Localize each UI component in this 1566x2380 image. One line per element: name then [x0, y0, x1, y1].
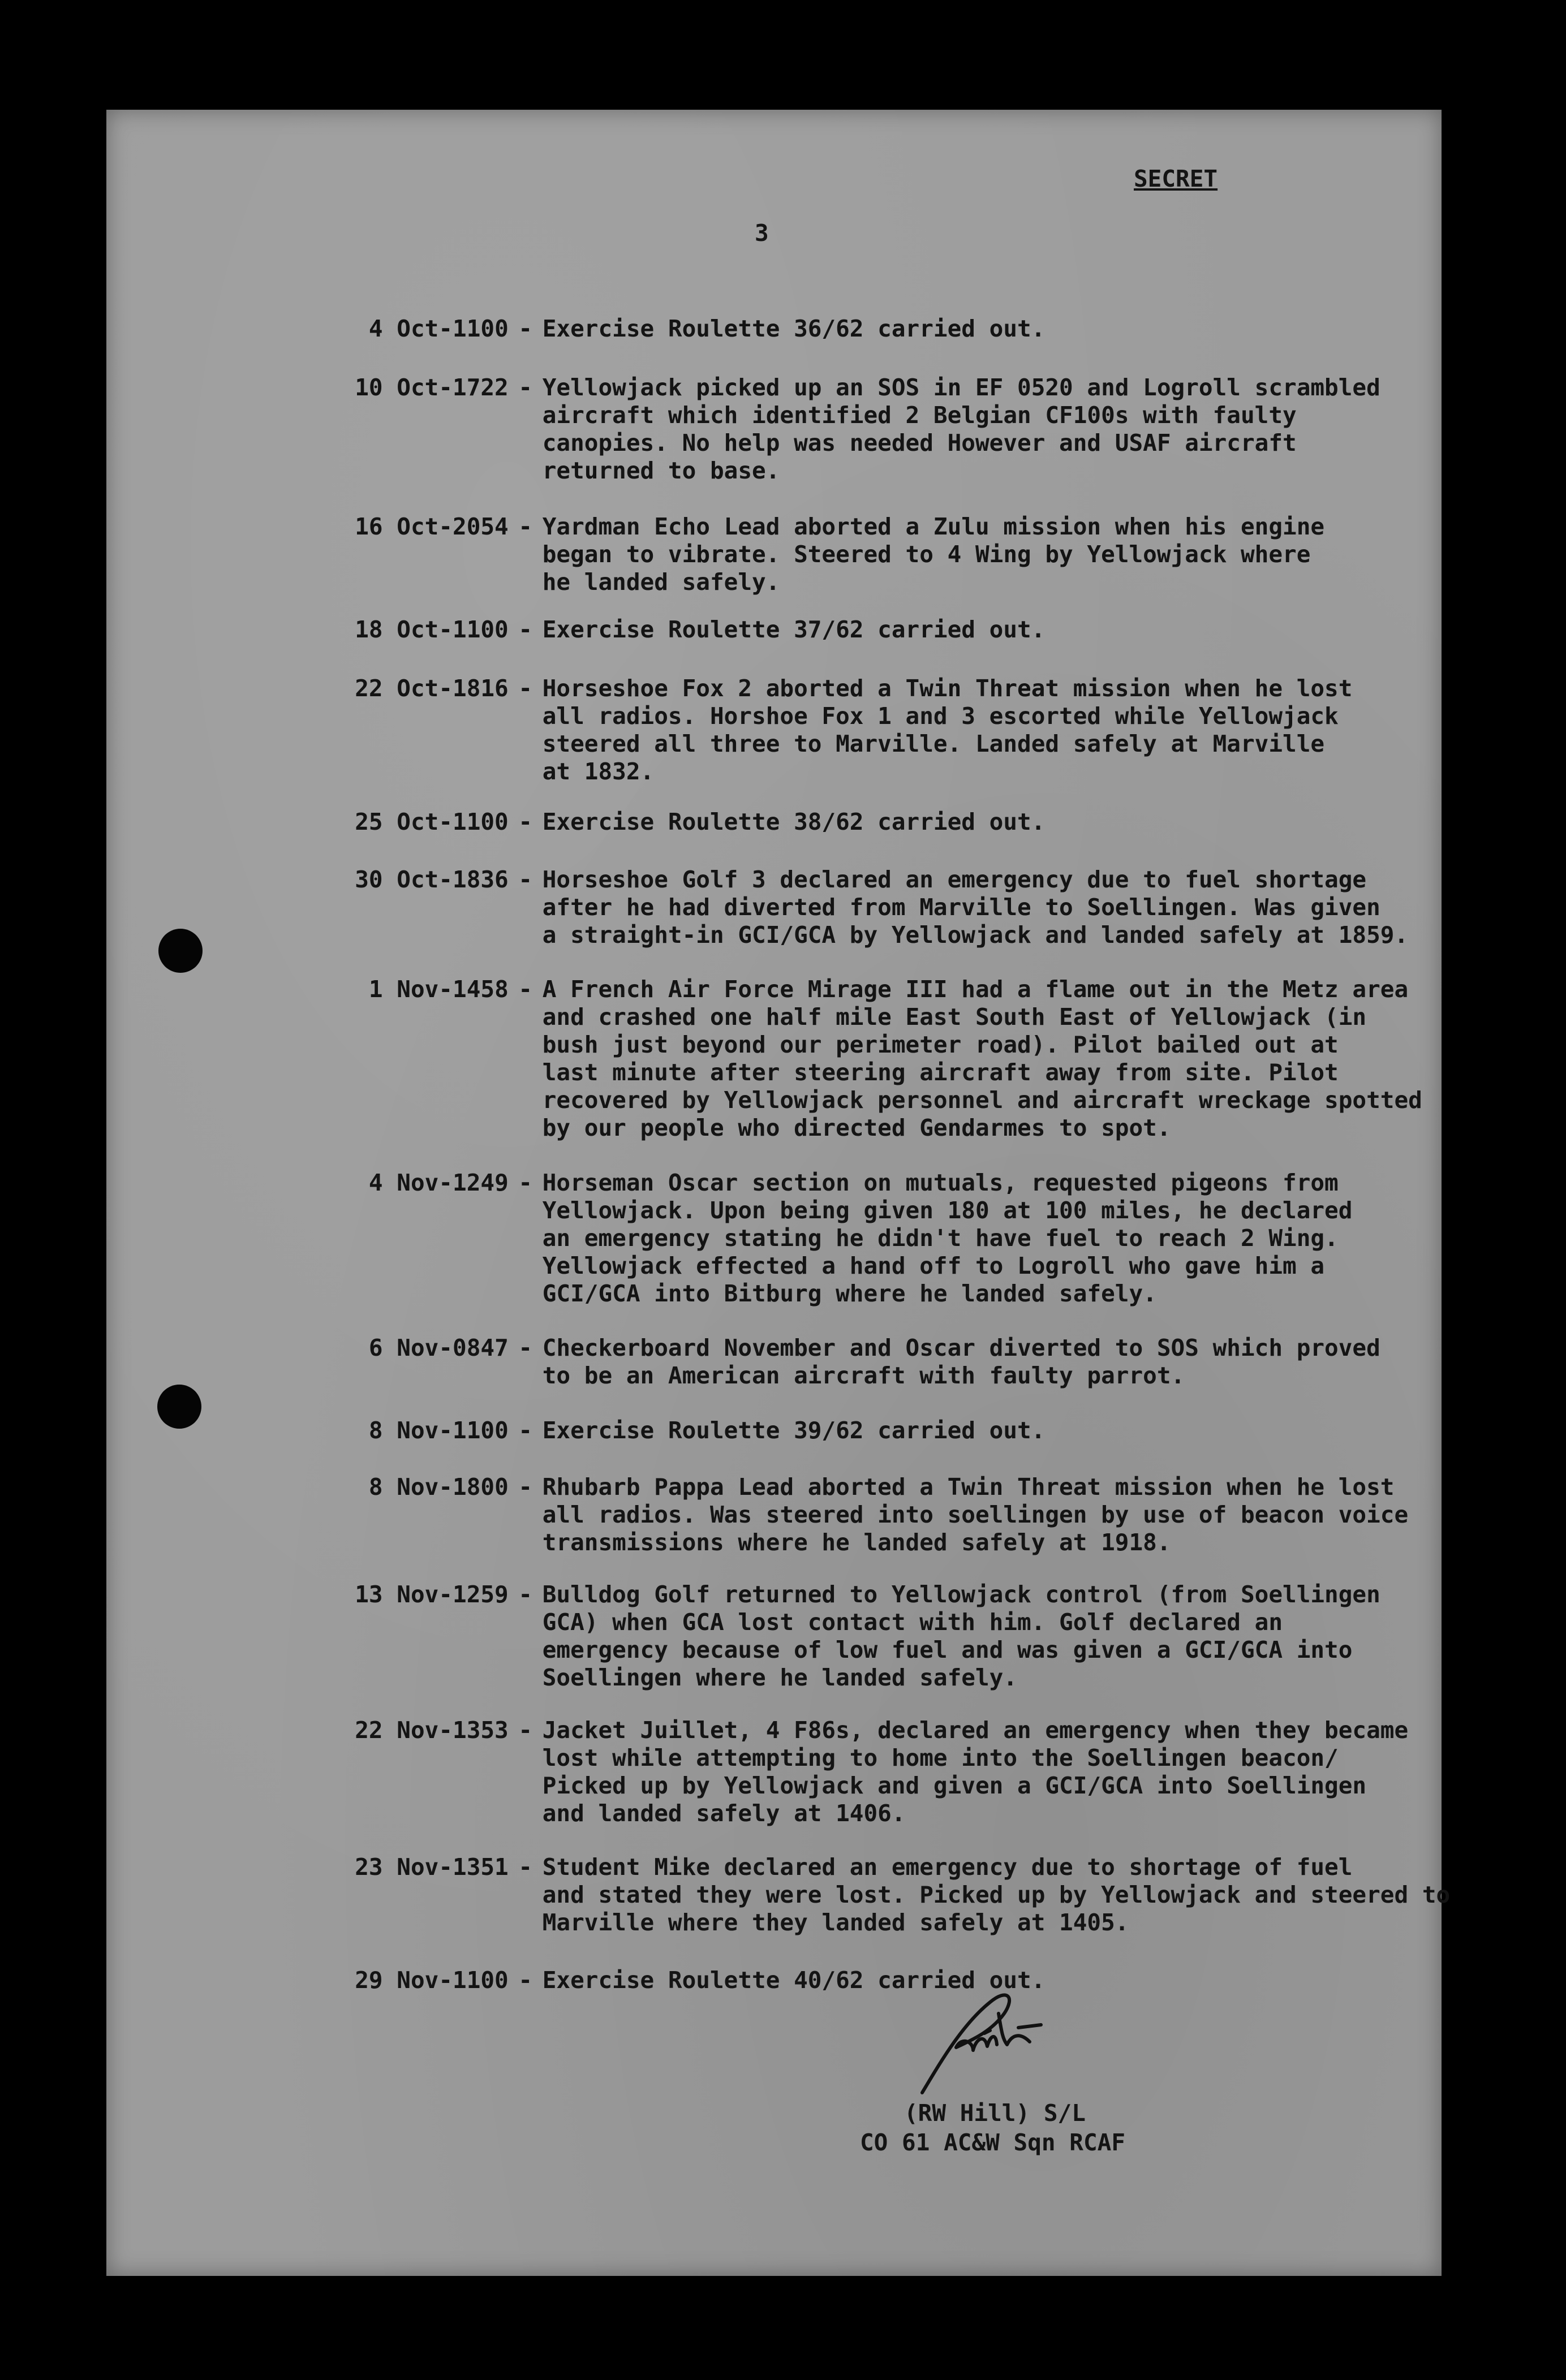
entry-text: Horseshoe Golf 3 declared an emergency due to fuel shortage after he had diverted from Marville to Soellingen. Was given a straight-in GCI/GCA by Yellowjack and landed safely at 1859. [542, 866, 1409, 948]
signatory-title: CO 61 AC&W Sqn RCAF [860, 2129, 1125, 2156]
entry-dash: - [518, 1581, 533, 1608]
entry-dash: - [518, 513, 533, 540]
entry-dash: - [518, 1967, 533, 1994]
entry-dash: - [518, 866, 533, 893]
entry-dash: - [518, 616, 533, 643]
entry-date: 23 Nov-1351 [355, 1853, 509, 1881]
entry-text: Rhubarb Pappa Lead aborted a Twin Threat mission when he lost all radios. Was steered into soellingen by use of beacon voice transmissions where he landed safely at 1918. [542, 1473, 1409, 1556]
entry-dash: - [518, 374, 533, 401]
entry-date: 22 Oct-1816 [355, 675, 509, 702]
entry-date: 6 Nov-0847 [368, 1334, 509, 1361]
classification-marking: SECRET [1134, 165, 1218, 192]
entry-date: 16 Oct-2054 [355, 513, 509, 540]
entry-date: 25 Oct-1100 [355, 808, 509, 835]
entry-date: 18 Oct-1100 [355, 616, 509, 643]
entry-date: 30 Oct-1836 [355, 866, 509, 893]
entry-date: 22 Nov-1353 [355, 1717, 509, 1744]
page-number: 3 [755, 219, 769, 247]
punch-hole-bottom [157, 1385, 201, 1429]
log-entry [238, 948, 1426, 1170]
entry-dash: - [518, 976, 533, 1003]
entry-text: Yardman Echo Lead aborted a Zulu mission when his engine began to vibrate. Steered to 4 Wing by Yellowjack where he landed safely. [542, 513, 1325, 596]
entry-text: A French Air Force Mirage III had a flame out in the Metz area and crashed one half mile East South East of Yellowjack (in bush just beyond our perimeter road). Pilot bailed out at last minute after steering aircraft away from site. Pilot recovered by Yellowjack personnel and aircraft wreckage spotted by our people who directed Gendarmes to spot. [542, 976, 1422, 1141]
entry-text: Exercise Roulette 37/62 carried out. [542, 616, 1046, 643]
entry-text: Horseshoe Fox 2 aborted a Twin Threat mission when he lost all radios. Horshoe Fox 1 and 3 escorted while Yellowjack steered all three to Marville. Landed safely at Marville at 1832. [542, 675, 1353, 785]
entry-dash: - [518, 315, 533, 342]
signatory-name: (RW Hill) S/L [904, 2099, 1086, 2127]
entry-dash: - [518, 1853, 533, 1881]
entry-text: Exercise Roulette 39/62 carried out. [542, 1417, 1046, 1444]
entry-text: Bulldog Golf returned to Yellowjack control (from Soellingen GCA) when GCA lost contact with him. Golf declared an emergency because of low fuel and was given a GCI/GCA into Soellingen where he landed safely. [542, 1581, 1380, 1691]
entry-date: 4 Oct-1100 [368, 315, 509, 342]
entry-date: 13 Nov-1259 [355, 1581, 509, 1608]
handwritten-signature [900, 1980, 1069, 2104]
entry-date: 10 Oct-1722 [355, 374, 509, 401]
entry-date: 1 Nov-1458 [368, 976, 509, 1003]
entry-dash: - [518, 675, 533, 702]
entry-dash: - [518, 1334, 533, 1361]
entry-dash: - [518, 1717, 533, 1744]
entry-dash: - [518, 1473, 533, 1501]
entry-text: Exercise Roulette 38/62 carried out. [542, 808, 1046, 835]
entry-date: 8 Nov-1800 [368, 1473, 509, 1501]
entry-dash: - [518, 1417, 533, 1444]
entry-text: Horseman Oscar section on mutuals, requested pigeons from Yellowjack. Upon being given 180 at 100 miles, he declared an emergency stating he didn't have fuel to reach 2 Wing. Yellowjack effected a hand off to Logroll who gave him a GCI/GCA into Bitburg where he landed safely. [542, 1169, 1353, 1307]
entry-text: Yellowjack picked up an SOS in EF 0520 and Logroll scrambled aircraft which identified 2 Belgian CF100s with faulty canopies. No help was needed However and USAF aircraft returned to base. [542, 374, 1380, 484]
entry-dash: - [518, 808, 533, 835]
entry-text: Student Mike declared an emergency due to shortage of fuel and stated they were lost. Picked up by Yellowjack and steered to Marville where they landed safely at 1405. [542, 1853, 1451, 1936]
entry-date: 29 Nov-1100 [355, 1967, 509, 1994]
entry-date: 4 Nov-1249 [368, 1169, 509, 1196]
punch-hole-top [158, 929, 203, 973]
log-entry [238, 1939, 1426, 2022]
entry-dash: - [518, 1169, 533, 1196]
entry-text: Jacket Juillet, 4 F86s, declared an emergency when they became lost while attempting to home into the Soellingen beacon/ Picked up by Yellowjack and given a GCI/GCA into Soellingen and landed safely at 1406. [542, 1717, 1409, 1827]
entry-date: 8 Nov-1100 [368, 1417, 509, 1444]
entry-text: Exercise Roulette 40/62 carried out. [542, 1967, 1046, 1994]
entry-text: Exercise Roulette 36/62 carried out. [542, 315, 1046, 342]
entry-text: Checkerboard November and Oscar diverted to SOS which proved to be an American aircraft with faulty parrot. [542, 1334, 1380, 1389]
